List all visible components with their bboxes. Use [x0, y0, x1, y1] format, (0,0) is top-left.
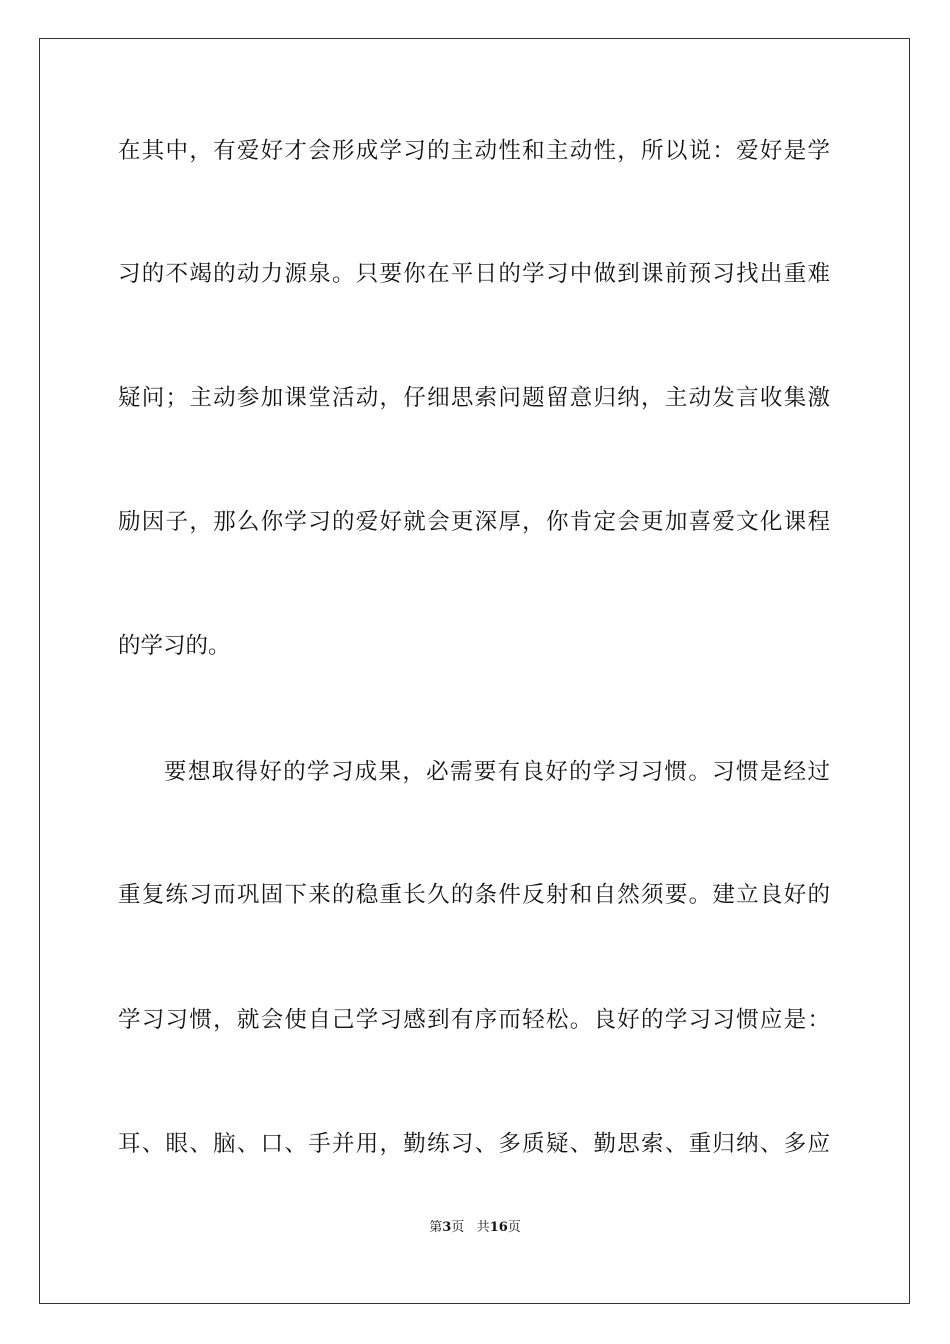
- footer-page-unit: 页: [451, 1220, 465, 1235]
- text-line: 习的不竭的动力源泉。只要你在平日的学习中做到课前预习找出重难: [118, 261, 830, 287]
- text-line: 耳、眼、脑、口、手并用，勤练习、多质疑、勤思索、重归纳、多应: [118, 1131, 830, 1157]
- footer-prefix: 第: [429, 1220, 443, 1235]
- text-line: 的学习的。: [118, 633, 231, 659]
- text-line: 学习习惯，就会使自己学习感到有序而轻松。良好的学习习惯应是：: [118, 1007, 830, 1033]
- text-line: 重复练习而巩固下来的稳重长久的条件反射和自然须要。建立良好的: [118, 882, 830, 908]
- footer-total-unit: 页: [507, 1220, 521, 1235]
- current-page-number: 3: [442, 1220, 452, 1235]
- text-line: 要想取得好的学习成果，必需要有良好的学习习惯。习惯是经过: [164, 759, 830, 785]
- text-line: 励因子，那么你学习的爱好就会更深厚，你肯定会更加喜爱文化课程: [118, 509, 830, 535]
- total-page-number: 16: [489, 1220, 508, 1235]
- text-line: 疑问；主动参加课堂活动，仔细思索问题留意归纳，主动发言收集激: [118, 385, 830, 411]
- page-footer: [0, 1219, 950, 1237]
- page-border: [39, 38, 910, 1304]
- footer-total-prefix: 共: [476, 1220, 490, 1235]
- text-line: 在其中，有爱好才会形成学习的主动性和主动性，所以说：爱好是学: [118, 138, 830, 164]
